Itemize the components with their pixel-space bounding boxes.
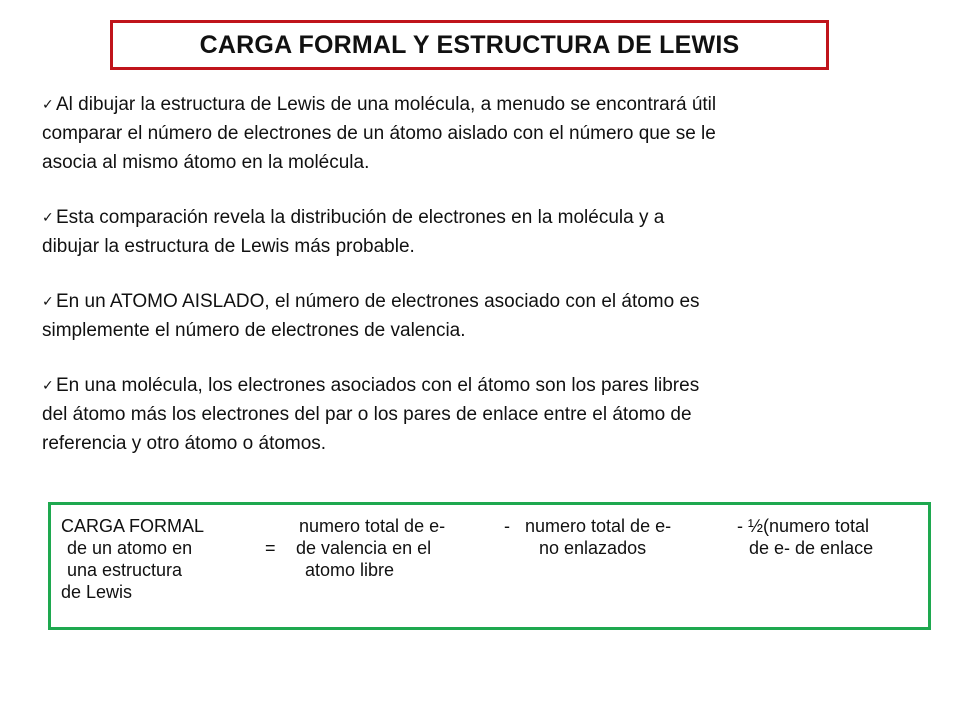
formula-valence-term: numero total de e- de valencia en el atomo libre (296, 516, 446, 580)
formula-minus: - (504, 516, 510, 536)
formula-bonding-term: - ½(numero total de e- de enlace (737, 516, 874, 558)
bullet-item-1: ✓ Al dibujar la estructura de Lewis de una molécula, a menudo se encontrará útil comparar el número de electrones de un átomo aislado con el número que se le asocia al mismo átomo en la molécula. (42, 90, 922, 177)
formula-label: CARGA FORMAL de un atomo en una estructura de Lewis (61, 516, 205, 602)
checkmark-icon: ✓ (42, 96, 54, 112)
formula-nonbonded-term: numero total de e- no enlazados (525, 516, 672, 558)
checkmark-icon: ✓ (42, 377, 54, 393)
bullet-item-2: ✓ Esta comparación revela la distribución de electrones en la molécula y a dibujar la estructura de Lewis más probable. (42, 203, 922, 261)
page-title: CARGA FORMAL Y ESTRUCTURA DE LEWIS (199, 30, 740, 59)
title-box (110, 20, 829, 70)
bullet-item-4: ✓ En una molécula, los electrones asociados con el átomo son los pares libres del átomo más los electrones del par o los pares de enlace entre el átomo de referencia y otro átomo o átomos. (42, 371, 922, 458)
checkmark-icon: ✓ (42, 293, 54, 309)
formula-equals: = (265, 538, 276, 558)
bullet-list (42, 90, 922, 458)
bullet-item-3: ✓ En un ATOMO AISLADO, el número de electrones asociado con el átomo es simplemente el número de electrones de valencia. (42, 287, 922, 345)
formal-charge-formula-box (48, 502, 931, 630)
checkmark-icon: ✓ (42, 209, 54, 225)
